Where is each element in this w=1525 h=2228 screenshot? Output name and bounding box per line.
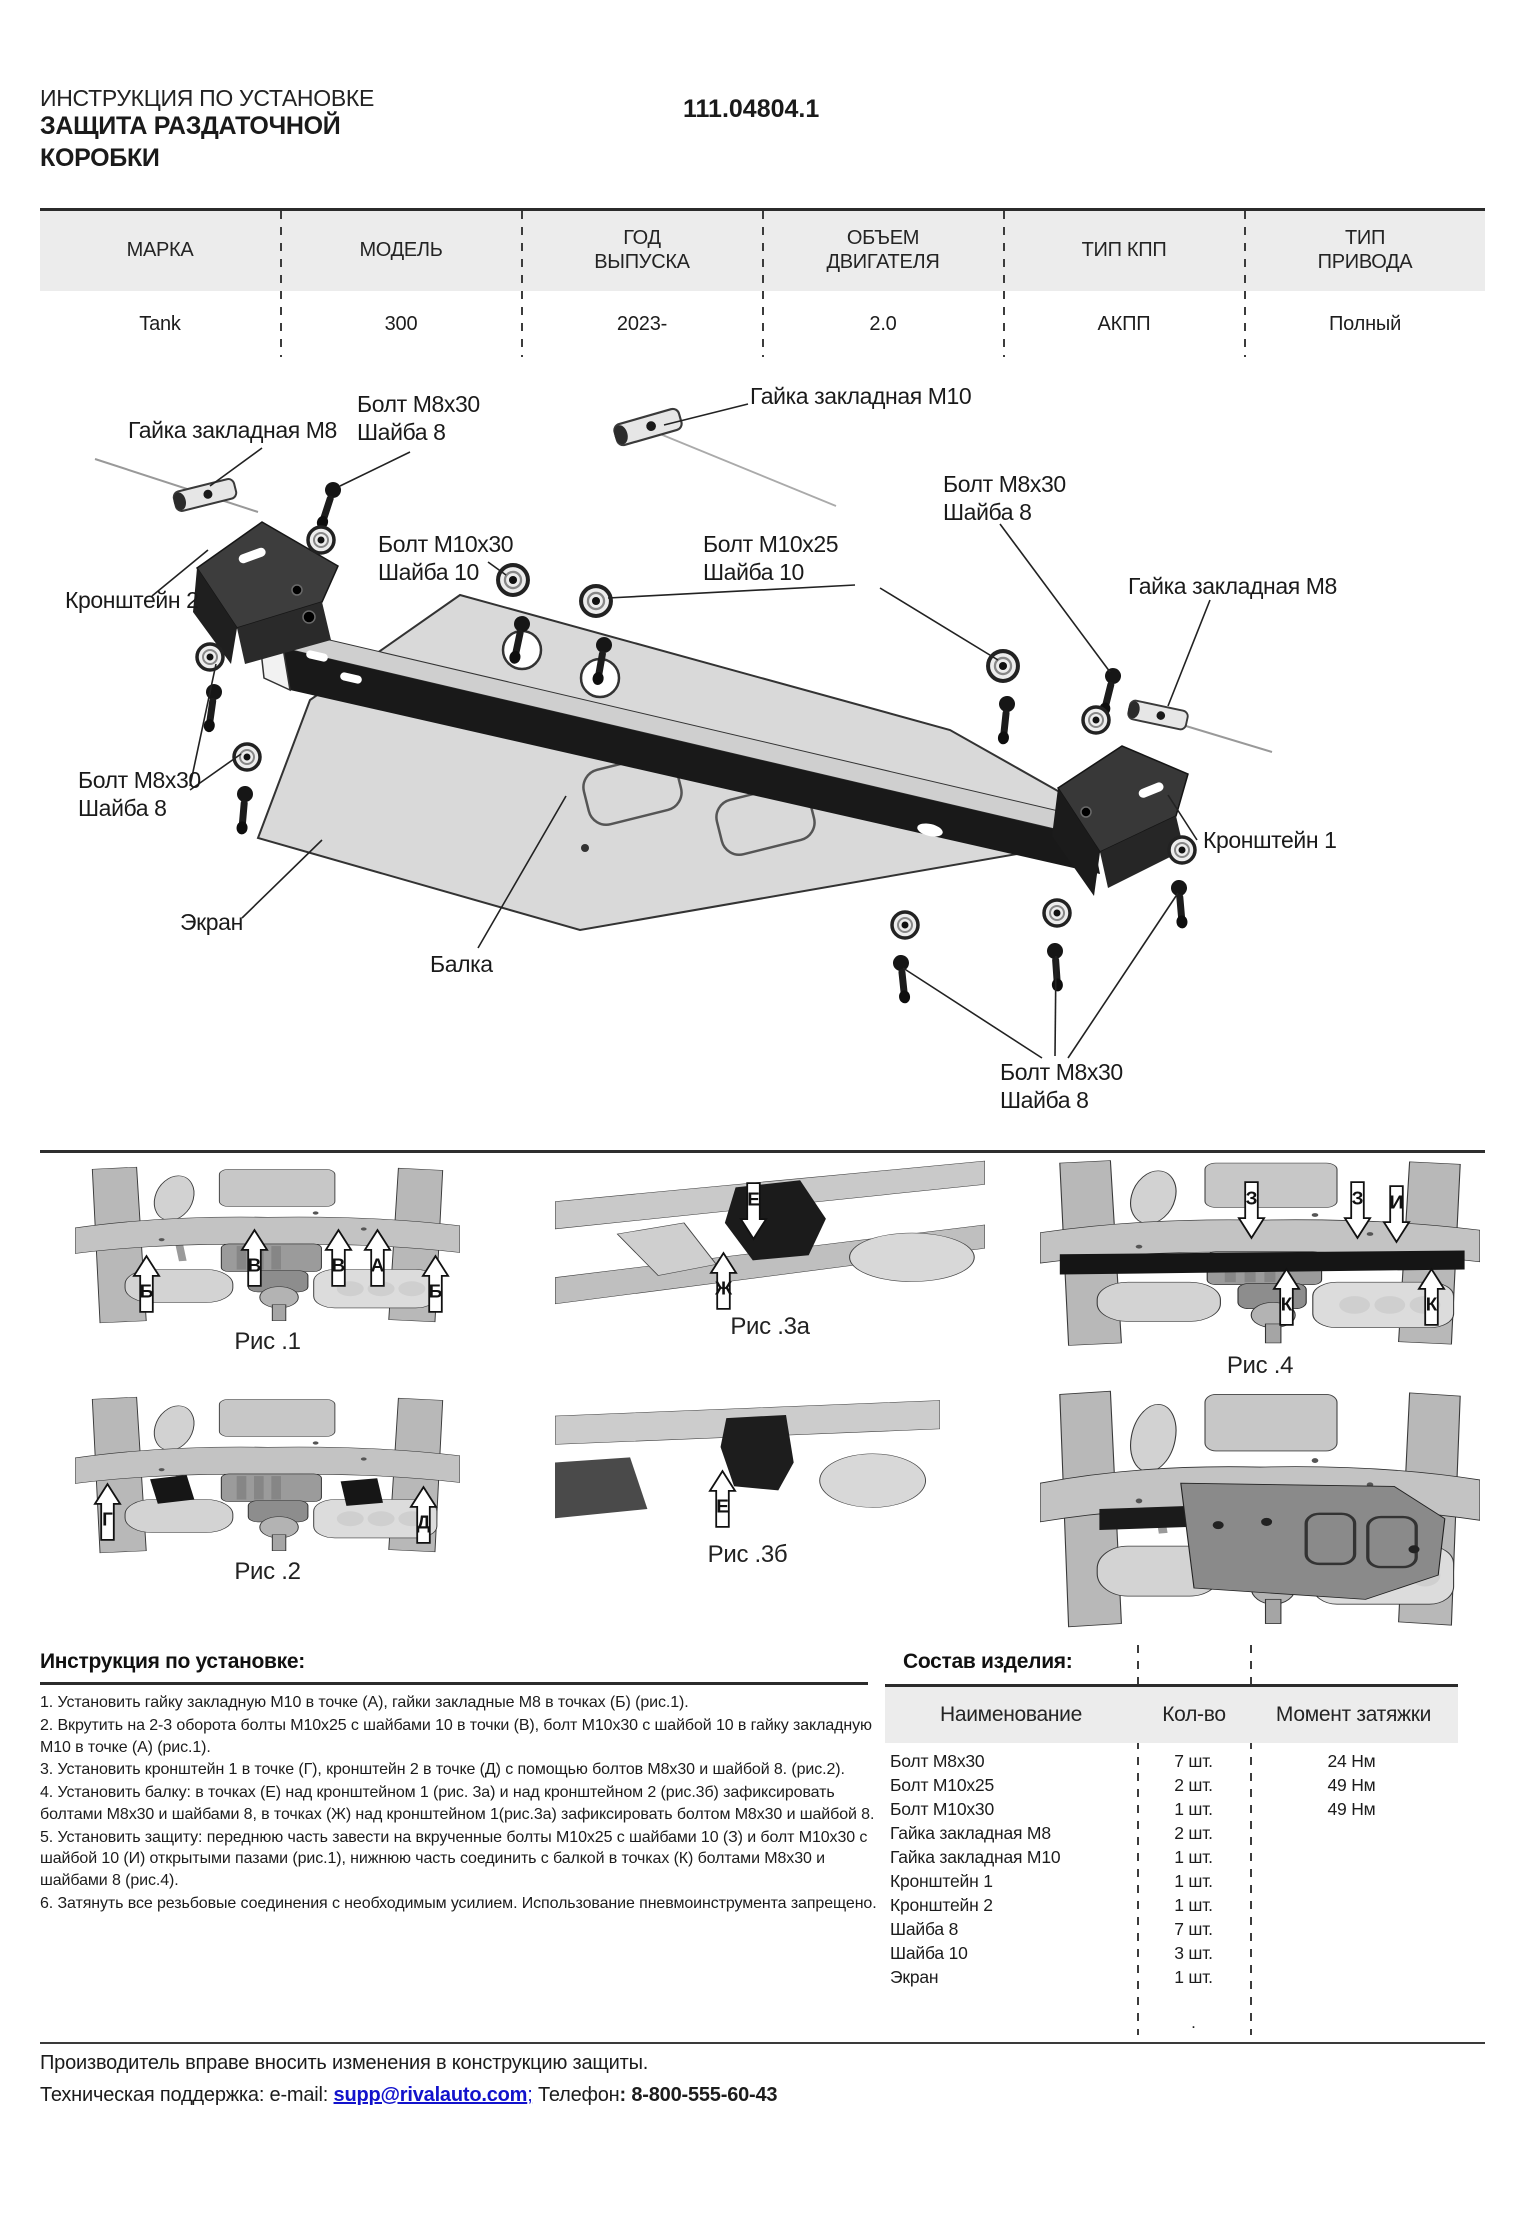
svg-text:Г: Г (102, 1509, 114, 1531)
instructions-heading: Инструкция по установке: (40, 1650, 305, 1673)
svg-text:В: В (331, 1255, 346, 1277)
point-arrow (410, 1486, 437, 1544)
label-bolt-m10x25-washer: Шайба 10 (703, 559, 804, 585)
part-qty: 1 шт. (1174, 1798, 1213, 1819)
point-arrow (1418, 1268, 1445, 1326)
figure-caption-2: Рис .2 (234, 1558, 301, 1585)
rivet-nut-m10 (612, 407, 683, 447)
part-qty: 7 шт. (1174, 1918, 1213, 1939)
point-arrow (1344, 1181, 1371, 1239)
svg-text:Д: Д (416, 1512, 431, 1534)
spec-header-year: ГОД ВЫПУСКА (594, 227, 690, 273)
label-bracket-2: Кронштейн 2 (65, 587, 199, 613)
instruction-item: 6. Затянуть все резьбовые соединения с необходимым усилием. Использование пневмоинструмента запрещено. (40, 1894, 877, 1912)
spec-header-model: МОДЕЛЬ (359, 239, 443, 262)
label-balka: Балка (430, 951, 493, 977)
part-name: Шайба 10 (890, 1942, 968, 1963)
point-arrow (364, 1229, 391, 1287)
spec-value-gearbox: АКПП (1097, 312, 1151, 335)
svg-text:Б: Б (139, 1281, 154, 1303)
part-name: Кронштейн 2 (890, 1894, 993, 1915)
point-arrow (710, 1252, 737, 1310)
phone-label: Телефон (532, 2084, 620, 2106)
plate-render (1181, 1483, 1445, 1599)
support-email-link[interactable]: supp@rivalauto.com (333, 2084, 528, 2106)
spec-header-engine: ОБЪЕМ ДВИГАТЕЛЯ (826, 227, 940, 273)
washer-8 (1044, 900, 1070, 926)
instruction-item: 3. Установить кронштейн 1 в точке (Г), кронштейн 2 в точке (Д) с помощью болтов М8х30 и шайбой 8. (рис.2). (40, 1761, 845, 1779)
parts-table (885, 1645, 1458, 2040)
parts-heading: Состав изделия: (903, 1650, 1073, 1673)
part-torque: 49 Нм (1327, 1774, 1376, 1795)
part-name: Шайба 8 (890, 1918, 959, 1939)
spec-value-engine: 2.0 (869, 312, 897, 335)
rivet-nut-m8-left (172, 478, 238, 513)
part-qty: 7 шт. (1174, 1750, 1213, 1771)
beam-render (1099, 1506, 1194, 1530)
svg-text:В: В (247, 1255, 261, 1277)
label-bolt-m10x30-washer: Шайба 10 (378, 559, 479, 585)
parts-row (885, 1965, 1458, 1989)
label-bolt-m10x25: Болт М10х25 (703, 531, 839, 557)
part-name: Экран (890, 1966, 939, 1987)
figure-caption-1: Рис .1 (234, 1328, 301, 1355)
figure-caption-3b: Рис .3б (707, 1541, 788, 1568)
instruction-item: 5. Установить защиту: переднюю часть завести на вкрученные болты М10х25 с шайбами 10 (З) и болт М10х30 с шайбой 10 (И) открытыми пазами (рис.1), нижнюю часть соединить с балкой в точках (К) болтами М8х30 и шайбами 8 (рис.4). (40, 1828, 868, 1889)
spec-value-marka: Tank (139, 312, 181, 335)
bolt-m8-bottom (1170, 879, 1190, 929)
part-number: 111.04804.1 (683, 95, 820, 123)
point-arrow (1383, 1185, 1410, 1243)
part-qty: 1 шт. (1174, 1966, 1213, 1987)
figure-photo-1 (75, 1165, 460, 1325)
frame-render (555, 1385, 940, 1540)
figure-caption-4: Рис .4 (1226, 1352, 1294, 1379)
washer-10 (498, 565, 528, 595)
figure-photo-3a (555, 1158, 985, 1310)
svg-text:Е: Е (716, 1496, 729, 1518)
parts-row (885, 1917, 1458, 1941)
label-ekran: Экран (180, 909, 243, 935)
part-name: Болт М8х30 (890, 1750, 985, 1771)
parts-row (885, 1941, 1458, 1965)
product-title-line2: КОРОБКИ (40, 144, 160, 172)
label-rivet-nut-m8-left: Гайка закладная М8 (128, 417, 337, 443)
parts-col-torque: Момент затяжки (1275, 1703, 1432, 1726)
label-bolt-m8-top: Болт М8х30 (357, 391, 480, 417)
point-arrow (133, 1255, 160, 1313)
point-arrow (1238, 1181, 1265, 1239)
spec-value-model: 300 (384, 312, 418, 335)
spec-value-drive: Полный (1328, 312, 1402, 335)
underbody-render (75, 1395, 460, 1555)
figure-photo-2 (75, 1395, 460, 1555)
washer-10 (988, 651, 1018, 681)
svg-text:Е: Е (747, 1189, 760, 1211)
spec-value-year: 2023- (616, 312, 668, 335)
point-arrow (241, 1229, 268, 1287)
figure-caption-3a: Рис .3а (730, 1313, 810, 1340)
label-bolt-m8-right: Болт М8х30 (943, 471, 1066, 497)
point-arrow (94, 1483, 121, 1541)
parts-col-qty: Кол-во (1162, 1703, 1226, 1726)
stud-rod-center (660, 434, 836, 506)
instructions-list (40, 1692, 878, 1916)
parts-footnote-dot: . (1191, 2013, 1196, 2032)
label-bolt-m8-bottom-washer: Шайба 8 (1000, 1087, 1089, 1113)
part-name: Гайка закладная М10 (890, 1846, 1061, 1867)
product-title-line1: ЗАЩИТА РАЗДАТОЧНОЙ (40, 112, 341, 140)
rivet-nut-m8-right (1126, 699, 1188, 730)
part-torque: 49 Нм (1327, 1798, 1376, 1819)
svg-text:К: К (1280, 1294, 1293, 1316)
frame-render (555, 1158, 985, 1310)
support-prefix: Техническая поддержка: e-mail: (40, 2084, 334, 2106)
washer-8 (308, 527, 334, 553)
instruction-item: 2. Вкрутить на 2-3 оборота болты М10х25 с шайбами 10 в точки (В), болт М10х30 с шайбой 10 в гайку закладную М10 в точке (А) (рис.1). (40, 1716, 872, 1756)
point-arrow (709, 1470, 736, 1528)
instruction-item: 1. Установить гайку закладную М10 в точке (А), гайки закладные М8 в точках (Б) (рис.1). (40, 1694, 689, 1711)
figures-divider (40, 1150, 1485, 1153)
instruction-item: 4. Установить балку: в точках (Е) над кронштейном 1 (рис. 3а) и над кронштейном 2 (рис.3б) зафиксировать болтами М8х30 и шайбами 8, в точках (Ж) над кронштейном 1(рис.3а) зафиксировать болтом М8х30 и шайбой 8. (40, 1784, 875, 1823)
spec-header-marka: МАРКА (126, 239, 194, 262)
bolt-m10x25 (995, 695, 1016, 745)
parts-row (885, 1845, 1458, 1869)
label-bolt-m8-left-washer: Шайба 8 (78, 795, 167, 821)
exploded-diagram (0, 360, 1525, 1130)
part-name: Болт М10х25 (890, 1774, 994, 1795)
svg-text:А: А (370, 1255, 385, 1277)
bolt-m8-bottom (892, 954, 913, 1004)
washer-8 (1169, 837, 1195, 863)
part-qty: 1 шт. (1174, 1870, 1213, 1891)
instructions-rule (40, 1682, 868, 1685)
point-arrow (325, 1229, 352, 1287)
svg-text:И: И (1389, 1192, 1404, 1214)
label-bolt-m8-right-washer: Шайба 8 (943, 499, 1032, 525)
bolt-m8-top (313, 480, 343, 531)
footer-rule (40, 2042, 1485, 2044)
figure-photo-3b (555, 1385, 940, 1540)
label-bracket-1: Кронштейн 1 (1203, 827, 1337, 853)
bracket-1 (1052, 746, 1188, 896)
part-qty: 1 шт. (1174, 1894, 1213, 1915)
part-qty: 2 шт. (1174, 1822, 1213, 1843)
label-bolt-m10x30: Болт М10х30 (378, 531, 514, 557)
svg-text:З: З (1351, 1188, 1364, 1210)
washer-8 (892, 912, 918, 938)
doc-type-title: ИНСТРУКЦИЯ ПО УСТАНОВКЕ (40, 85, 375, 111)
washer-8 (197, 644, 223, 670)
part-qty: 3 шт. (1174, 1942, 1213, 1963)
footer-disclaimer: Производитель вправе вносить изменения в конструкцию защиты. (40, 2052, 649, 2074)
part-qty: 2 шт. (1174, 1774, 1213, 1795)
part-qty: 1 шт. (1174, 1846, 1213, 1867)
spec-header-gearbox: ТИП КПП (1081, 239, 1167, 262)
figure-photo-installed (1040, 1388, 1480, 1630)
part-name: Гайка закладная М8 (890, 1822, 1051, 1843)
svg-text:Ж: Ж (714, 1278, 732, 1300)
part-name: Кронштейн 1 (890, 1870, 993, 1891)
point-arrow (422, 1255, 449, 1313)
parts-row (885, 1821, 1458, 1845)
underbody-render (1040, 1388, 1480, 1630)
parts-row (885, 1869, 1458, 1893)
point-arrow (740, 1182, 767, 1240)
svg-text:Б: Б (428, 1281, 442, 1303)
bracket-render (341, 1478, 383, 1506)
parts-row (885, 1749, 1458, 1773)
washer-8 (1083, 707, 1109, 733)
label-rivet-nut-m8-right: Гайка закладная М8 (1128, 573, 1337, 599)
bracket-render (150, 1475, 194, 1504)
label-bolt-m8-left: Болт М8х30 (78, 767, 201, 793)
label-rivet-nut-m10: Гайка закладная М10 (750, 383, 972, 409)
label-bolt-m8-top-washer: Шайба 8 (357, 419, 446, 445)
phone-number: : 8-800-555-60-43 (619, 2084, 778, 2106)
point-arrow (1273, 1268, 1300, 1326)
bolt-m8 (234, 785, 254, 835)
parts-col-name: Наименование (940, 1703, 1082, 1726)
spec-header-drive: ТИП ПРИВОДА (1317, 227, 1413, 273)
spec-table (40, 211, 1485, 357)
parts-row (885, 1797, 1458, 1821)
parts-row (885, 1893, 1458, 1917)
figure-photo-4 (1040, 1158, 1480, 1348)
svg-text:З: З (1245, 1188, 1258, 1210)
parts-row (885, 1773, 1458, 1797)
washer-10 (581, 586, 611, 616)
parts-rows (885, 1749, 1458, 1989)
label-bolt-m8-bottom: Болт М8х30 (1000, 1059, 1123, 1085)
bolt-m8 (200, 683, 223, 733)
part-name: Болт М10х30 (890, 1798, 994, 1819)
svg-text:К: К (1426, 1294, 1438, 1316)
footer-support (40, 2084, 777, 2107)
email-semicolon: ; (527, 2084, 533, 2106)
part-torque: 24 Нм (1327, 1750, 1376, 1771)
